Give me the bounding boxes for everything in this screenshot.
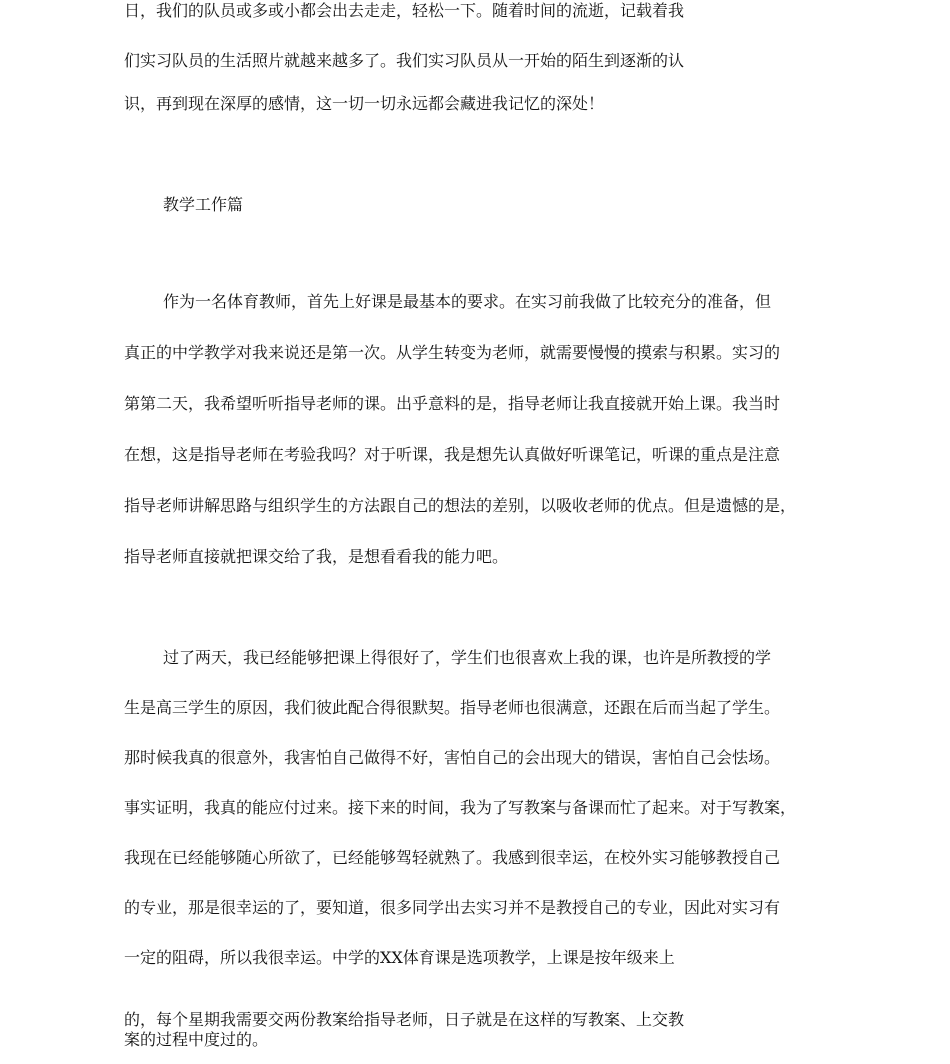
text-line: 一定的阻碍，所以我很幸运。中学的XX体育课是选项教学，上课是按年级来上 xyxy=(124,948,675,967)
text-line: 的专业，那是很幸运的了，要知道，很多同学出去实习并不是教授自己的专业，因此对实习有 xyxy=(124,898,781,917)
section-heading: 教学工作篇 xyxy=(163,195,244,214)
text-line: 生是高三学生的原因，我们彼此配合得很默契。指导老师也很满意，还跟在后而当起了学生。 xyxy=(124,698,781,717)
text-line: 事实证明，我真的能应付过来。接下来的时间，我为了写教案与备课而忙了起来。对于写教案， xyxy=(124,798,797,817)
text-line: 那时候我真的很意外，我害怕自己做得不好，害怕自己的会出现大的错误，害怕自己会怯场。 xyxy=(124,748,781,767)
text-line: 指导老师直接就把课交给了我，是想看看我的能力吧。 xyxy=(124,547,509,566)
text-line: 在想，这是指导老师在考验我吗？对于听课，我是想先认真做好听课笔记，听课的重点是注意 xyxy=(124,445,781,464)
text-line: 日，我们的队员或多或小都会出去走走，轻松一下。随着时间的流逝，记载着我 xyxy=(124,1,685,20)
text-line: 的，每个星期我需要交两份教案给指导老师，日子就是在这样的写教案、上交教 xyxy=(124,1010,685,1029)
text-line: 我现在已经能够随心所欲了，已经能够驾轻就熟了。我感到很幸运，在校外实习能够教授自己 xyxy=(124,848,781,867)
text-line: 过了两天，我已经能够把课上得很好了，学生们也很喜欢上我的课，也许是所教授的学 xyxy=(163,648,772,667)
text-line: 案的过程中度过的。 xyxy=(124,1030,269,1049)
text-line: 们实习队员的生活照片就越来越多了。我们实习队员从一开始的陌生到逐渐的认 xyxy=(124,51,685,70)
text-line: 第第二天，我希望听听指导老师的课。出乎意料的是，指导老师让我直接就开始上课。我当时 xyxy=(124,394,781,413)
text-line: 指导老师讲解思路与组织学生的方法跟自己的想法的差别，以吸收老师的优点。但是遗憾的是， xyxy=(124,496,797,515)
text-line: 作为一名体育教师，首先上好课是最基本的要求。在实习前我做了比较充分的准备，但 xyxy=(163,292,772,311)
text-line: 识，再到现在深厚的感情，这一切一切永远都会藏进我记忆的深处！ xyxy=(124,94,605,113)
text-line: 真正的中学教学对我来说还是第一次。从学生转变为老师，就需要慢慢的摸索与积累。实习的 xyxy=(124,343,781,362)
